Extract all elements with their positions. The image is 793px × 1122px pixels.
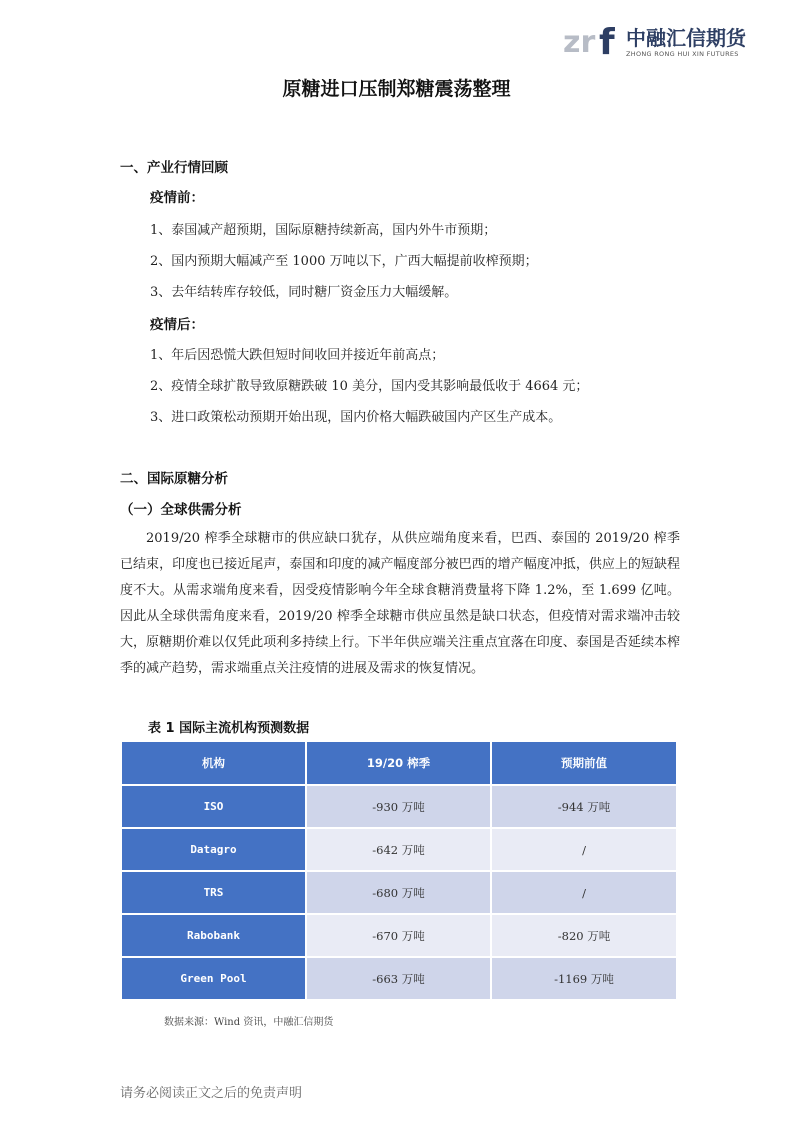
header-institution: 机构 [121, 741, 306, 785]
disclaimer-footer: 请务必阅读正文之后的免责声明 [120, 1086, 303, 1101]
table-header-row [121, 741, 677, 785]
company-logo [563, 20, 763, 66]
section2-heading: 二、国际原糖分析 [120, 471, 228, 487]
season-cell: -663 万吨 [306, 957, 491, 1000]
before-epidemic-label: 疫情前： [150, 190, 204, 206]
institution-cell: TRS [121, 871, 306, 914]
institution-cell: Green Pool [121, 957, 306, 1000]
previous-cell: / [491, 871, 677, 914]
logo-name-en: ZHONG RONG HUI XIN FUTURES [626, 50, 739, 58]
svg-text:zr: zr [563, 25, 596, 60]
supply-demand-paragraph: 2019/20 榨季全球糖市的供应缺口犹存，从供应端角度来看，巴西、泰国的 2019/20 榨季已结束，印度也已接近尾声，泰国和印度的减产幅度部分被巴西的增产幅度冲抵，供应上的短缺程度不大。从需求端角度来看，因受疫情影响今年全球食糖消费量将下降 1.2%，至 1.699 亿吨。因此从全球供需角度来看，2019/20 榨季全球糖市供应虽然是缺口状态，但疫情对需求端冲击较大，原糖期价难以仅凭此项利多持续上行。下半年供应端关注重点宜落在印度、泰国是否延续本榨季的减产趋势，需求端重点关注疫情的进展及需求的恢复情况。 [120, 531, 680, 676]
season-cell: -642 万吨 [306, 828, 491, 871]
before-item-1: 1、泰国减产超预期，国际原糖持续新高，国内外牛市预期； [150, 223, 497, 238]
institution-cell: ISO [121, 785, 306, 828]
before-item-2: 2、国内预期大幅减产至 1000 万吨以下，广西大幅提前收榨预期； [150, 254, 538, 269]
section1-heading: 一、产业行情回顾 [120, 160, 228, 176]
season-cell: -930 万吨 [306, 785, 491, 828]
after-item-1: 1、年后因恐慌大跌但短时间收回并接近年前高点； [150, 348, 445, 363]
institution-cell: Datagro [121, 828, 306, 871]
season-cell: -680 万吨 [306, 871, 491, 914]
previous-cell: / [491, 828, 677, 871]
table-caption: 表 1 国际主流机构预测数据 [148, 721, 310, 736]
logo-name-cn: 中融汇信期货 [626, 26, 746, 50]
header-previous: 预期前值 [491, 741, 677, 785]
table-row [121, 871, 677, 914]
page-title: 原糖进口压制郑糖震荡整理 [282, 78, 511, 100]
forecast-table [120, 740, 678, 1001]
after-epidemic-label: 疫情后： [150, 317, 204, 333]
table-source: 数据来源：Wind 资讯，中融汇信期货 [164, 1017, 334, 1028]
table-row [121, 785, 677, 828]
season-cell: -670 万吨 [306, 914, 491, 957]
previous-cell: -820 万吨 [491, 914, 677, 957]
section2-subheading: （一）全球供需分析 [120, 502, 242, 518]
before-item-3: 3、去年结转库存较低，同时糖厂资金压力大幅缓解。 [150, 285, 458, 300]
after-item-3: 3、进口政策松动预期开始出现，国内价格大幅跌破国内产区生产成本。 [150, 410, 562, 425]
previous-cell: -944 万吨 [491, 785, 677, 828]
table-row [121, 828, 677, 871]
svg-text:f: f [599, 22, 615, 60]
previous-cell: -1169 万吨 [491, 957, 677, 1000]
institution-cell: Rabobank [121, 914, 306, 957]
table-row [121, 957, 677, 1000]
after-item-2: 2、疫情全球扩散导致原糖跌破 10 美分，国内受其影响最低收于 4664 元； [150, 379, 589, 394]
table-row [121, 914, 677, 957]
header-season: 19/20 榨季 [306, 741, 491, 785]
zrf-logo-mark [563, 20, 623, 60]
